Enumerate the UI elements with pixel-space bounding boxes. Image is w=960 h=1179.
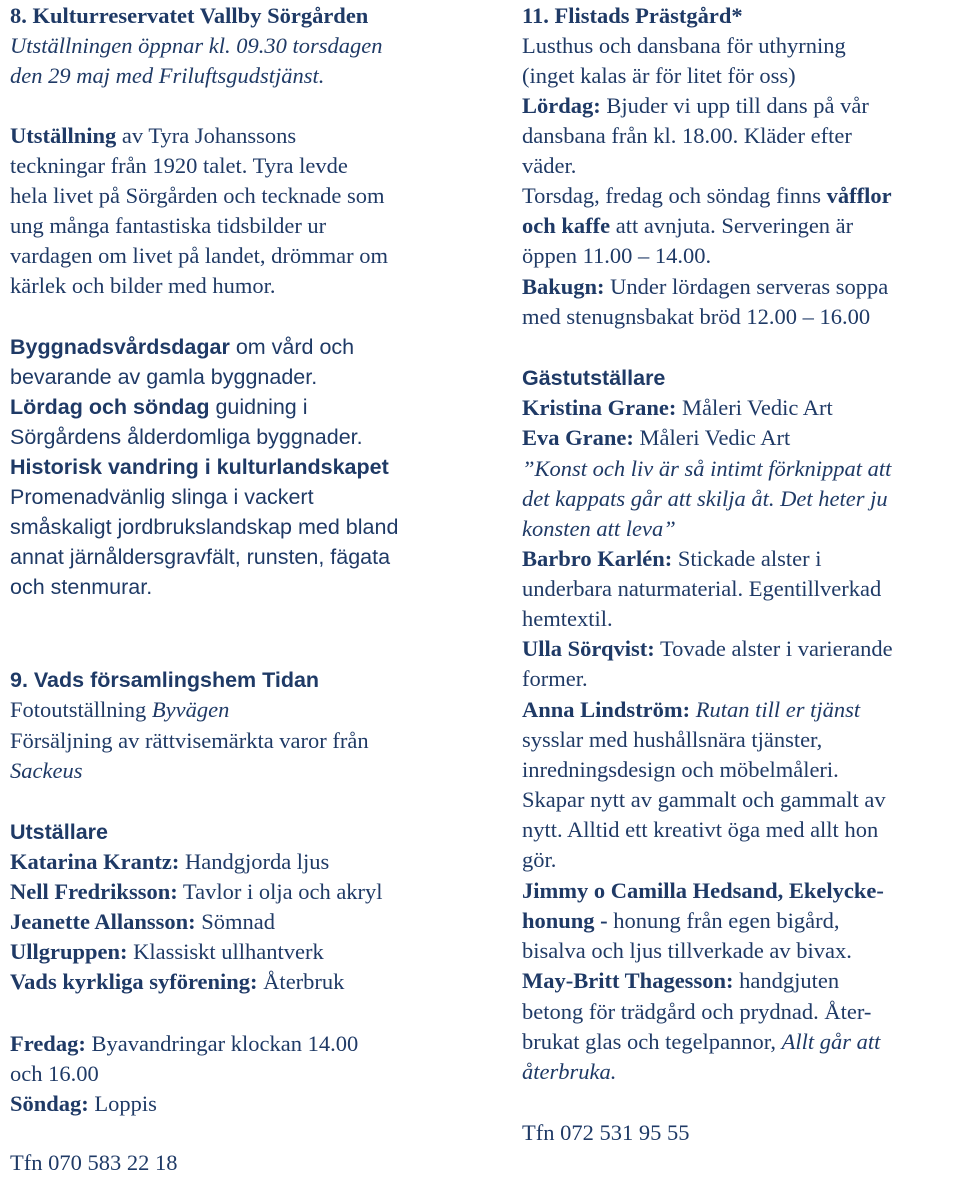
byvagen-title: Byvägen bbox=[151, 697, 230, 722]
historisk-line-4: annat järnåldersgravfält, runsten, fägata bbox=[10, 545, 391, 569]
exhibitor-name: Katarina Krantz: bbox=[10, 849, 180, 874]
gast-row-barbro: Barbro Karlén: Stickade alster i bbox=[522, 546, 822, 571]
anna-line-2: sysslar med hushållsnära tjänster, bbox=[522, 727, 823, 752]
utstallare-row: Ullgruppen: Klassiskt ullhantverk bbox=[10, 939, 324, 964]
section-9-title: 9. Vads församlingshem Tidan bbox=[10, 668, 320, 692]
fredag-line: Fredag: Byavandringar klockan 14.00 bbox=[10, 1031, 359, 1056]
gast-row-may: May-Britt Thagesson: handgjuten bbox=[522, 968, 840, 993]
section-9-sale-line: Försäljning av rättvisemärkta varor från bbox=[10, 728, 369, 753]
s11-line-6: Torsdag, fredag och söndag finns våfflor bbox=[522, 183, 892, 208]
left-phone: Tfn 070 583 22 18 bbox=[10, 1150, 178, 1175]
gast-row-eva: Eva Grane: Måleri Vedic Art bbox=[522, 425, 791, 450]
sondag-line: Söndag: Loppis bbox=[10, 1091, 157, 1116]
may-line-4: återbruka. bbox=[522, 1059, 617, 1084]
s11-line-4: dansbana från kl. 18.00. Kläder efter bbox=[522, 123, 852, 148]
barbro-line-3: hemtextil. bbox=[522, 606, 613, 631]
sondag-label: Söndag: bbox=[10, 1091, 89, 1116]
quote-line-2: det kappats går att skilja åt. Det heter ju bbox=[522, 486, 888, 511]
exhibit-line-3: hela livet på Sörgården och tecknade som bbox=[10, 183, 385, 208]
historisk-line-2: Promenadvänlig slinga i vackert bbox=[10, 485, 314, 509]
utstallare-heading: Utställare bbox=[10, 820, 108, 844]
ulla-line-2: former. bbox=[522, 666, 588, 691]
s11-line-1: Lusthus och dansbana för uthyrning bbox=[522, 33, 846, 58]
s11-line-5: väder. bbox=[522, 153, 577, 178]
byggnad-line-2: bevarande av gamla byggnader. bbox=[10, 365, 318, 389]
s11-line-10: med stenugnsbakat bröd 12.00 – 16.00 bbox=[522, 304, 871, 329]
exhibit-line-2: teckningar från 1920 talet. Tyra levde bbox=[10, 153, 348, 178]
quote-line-3: konsten att leva” bbox=[522, 516, 676, 541]
right-phone: Tfn 072 531 95 55 bbox=[522, 1120, 690, 1145]
exhibit-line-6: kärlek och bilder med humor. bbox=[10, 273, 276, 298]
utstallare-row: Jeanette Allansson: Sömnad bbox=[10, 909, 276, 934]
fredag-line-2: och 16.00 bbox=[10, 1061, 99, 1086]
may-line-2: betong för trädgård och prydnad. Åter- bbox=[522, 999, 872, 1024]
section-11-title: 11. Flistads Prästgård* bbox=[522, 3, 743, 28]
barbro-line-2: underbara naturmaterial. Egentillverkad bbox=[522, 576, 882, 601]
s11-line-7: och kaffe att avnjuta. Serveringen är bbox=[522, 213, 854, 238]
bakugn-label: Bakugn: bbox=[522, 274, 605, 299]
exhibitor-name: Vads kyrkliga syförening: bbox=[10, 969, 258, 994]
historisk-line-5: och stenmurar. bbox=[10, 575, 153, 599]
s11-line-8: öppen 11.00 – 14.00. bbox=[522, 243, 712, 268]
section-8-title: 8. Kulturreservatet Vallby Sörgården bbox=[10, 3, 369, 28]
jimmy-line-3: bisalva och ljus tillverkade av bivax. bbox=[522, 938, 852, 963]
anna-line-3: inredningsdesign och möbelmåleri. bbox=[522, 757, 839, 782]
section-9-sackeus: Sackeus bbox=[10, 758, 83, 783]
gast-row-ulla: Ulla Sörqvist: Tovade alster i varierande bbox=[522, 636, 893, 661]
may-line-3: brukat glas och tegelpannor, Allt går att bbox=[522, 1029, 881, 1054]
jimmy-line-1: Jimmy o Camilla Hedsand, Ekelycke- bbox=[522, 878, 884, 903]
byggnad-line-4: Sörgårdens ålderdomliga byggnader. bbox=[10, 425, 363, 449]
utstallare-row: Vads kyrkliga syförening: Återbruk bbox=[10, 969, 345, 994]
exhibit-line-1: Utställning av Tyra Johanssons bbox=[10, 123, 297, 148]
s11-lordag-line: Lördag: Bjuder vi upp till dans på vår bbox=[522, 93, 869, 118]
s11-line-2: (inget kalas är för litet för oss) bbox=[522, 63, 796, 88]
lordag-label: Lördag: bbox=[522, 93, 601, 118]
byggnad-line-3: Lördag och söndag guidning i bbox=[10, 395, 308, 419]
fredag-label: Fredag: bbox=[10, 1031, 86, 1056]
utstallare-row: Nell Fredriksson: Tavlor i olja och akryl bbox=[10, 879, 383, 904]
exhibitor-name: Ullgruppen: bbox=[10, 939, 128, 964]
gast-row-kristina: Kristina Grane: Måleri Vedic Art bbox=[522, 395, 833, 420]
jimmy-line-2: honung - honung från egen bigård, bbox=[522, 908, 840, 933]
exhibit-label: Utställning bbox=[10, 123, 117, 148]
utstallare-row: Katarina Krantz: Handgjorda ljus bbox=[10, 849, 330, 874]
anna-line-5: nytt. Alltid ett kreativt öga med allt hon bbox=[522, 817, 879, 842]
section-8-opening-line-1: Utställningen öppnar kl. 09.30 torsdagen bbox=[10, 33, 383, 58]
guidning-label: Lördag och söndag bbox=[10, 395, 210, 419]
section-8-opening-line-2: den 29 maj med Friluftsgudstjänst. bbox=[10, 63, 325, 88]
gast-heading: Gästutställare bbox=[522, 366, 666, 390]
byggnad-line-1: Byggnadsvårdsdagar om vård och bbox=[10, 335, 355, 359]
historisk-heading: Historisk vandring i kulturlandskapet bbox=[10, 455, 389, 479]
byggnad-label: Byggnadsvårdsdagar bbox=[10, 335, 230, 359]
exhibit-line-4: ung många fantastiska tidsbilder ur bbox=[10, 213, 327, 238]
s11-bakugn-line: Bakugn: Under lördagen serveras soppa bbox=[522, 274, 889, 299]
historisk-line-3: småskaligt jordbrukslandskap med bland bbox=[10, 515, 399, 539]
anna-line-6: gör. bbox=[522, 847, 557, 872]
anna-line-4: Skapar nytt av gammalt och gammalt av bbox=[522, 787, 886, 812]
section-9-foto-line: Fotoutställning Byvägen bbox=[10, 697, 230, 722]
exhibit-line-5: vardagen om livet på landet, drömmar om bbox=[10, 243, 389, 268]
quote-line-1: ”Konst och liv är så intimt förknippat att bbox=[522, 456, 892, 481]
exhibitor-name: Jeanette Allansson: bbox=[10, 909, 196, 934]
gast-row-anna: Anna Lindström: Rutan till er tjänst bbox=[522, 697, 861, 722]
exhibitor-name: Nell Fredriksson: bbox=[10, 879, 178, 904]
